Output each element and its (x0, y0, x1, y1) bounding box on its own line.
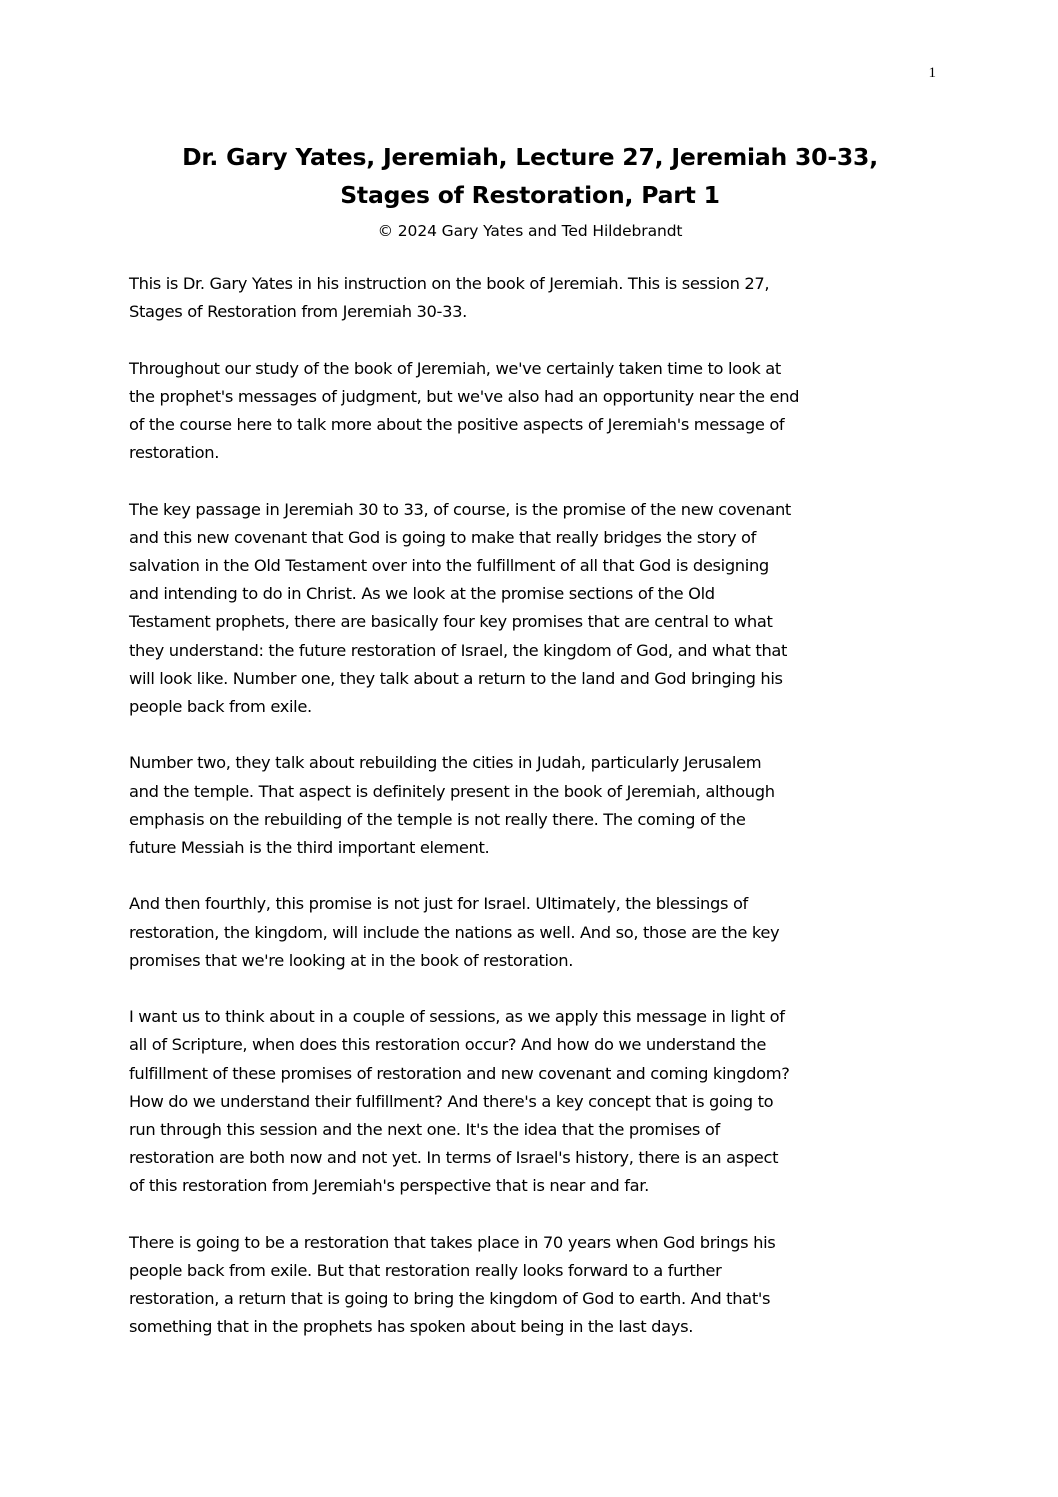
paragraph-line: Number two, they talk about rebuilding the cities in Judah, particularly Jerusalem (129, 753, 762, 773)
document-title (110, 138, 950, 214)
paragraph-line: people back from exile. (129, 697, 312, 717)
paragraph-line: There is going to be a restoration that takes place in 70 years when God brings his (129, 1232, 776, 1252)
paragraph-line: future Messiah is the third important element. (129, 838, 490, 858)
paragraph-line: restoration, a return that is going to bring the kingdom of God to earth. And that's (129, 1289, 771, 1309)
copyright-notice: © 2024 Gary Yates and Ted Hildebrandt (377, 222, 683, 240)
document-body (129, 270, 941, 1370)
paragraph-line: run through this session and the next one. It's the idea that the promises of (129, 1120, 720, 1140)
paragraph-line: people back from exile. But that restoration really looks forward to a further (129, 1261, 722, 1281)
paragraph-line: and this new covenant that God is going to make that really bridges the story of (129, 527, 757, 547)
body-paragraph (129, 355, 941, 468)
paragraph-line: The key passage in Jeremiah 30 to 33, of course, is the promise of the new covenant (129, 499, 791, 519)
paragraph-line: will look like. Number one, they talk about a return to the land and God bringing his (129, 668, 783, 688)
page-number: 1 (928, 65, 936, 81)
body-paragraph (129, 1003, 941, 1200)
paragraph-line: This is Dr. Gary Yates in his instruction on the book of Jeremiah. This is session 27, (129, 274, 770, 293)
paragraph-line: restoration, the kingdom, will include the nations as well. And so, those are the key (129, 922, 780, 942)
paragraph-line: restoration are both now and not yet. In terms of Israel's history, there is an aspect (129, 1148, 779, 1168)
paragraph-line: I want us to think about in a couple of sessions, as we apply this message in light of (129, 1007, 785, 1027)
body-paragraph (129, 496, 941, 722)
paragraph-line: fulfillment of these promises of restoration and new covenant and coming kingdom? (129, 1063, 790, 1083)
paragraph-line: they understand: the future restoration of Israel, the kingdom of God, and what that (129, 640, 788, 660)
paragraph-line: and the temple. That aspect is definitely present in the book of Jeremiah, although (129, 781, 775, 801)
paragraph-line: How do we understand their fulfillment? And there's a key concept that is going to (129, 1091, 774, 1111)
title-line-1: Dr. Gary Yates, Jeremiah, Lecture 27, Jeremiah 30-33, (182, 143, 878, 171)
paragraph-line: restoration. (129, 443, 220, 463)
paragraph-line: promises that we're looking at in the book of restoration. (129, 950, 574, 970)
paragraph-line: something that in the prophets has spoken about being in the last days. (129, 1317, 694, 1337)
body-paragraph (129, 1229, 941, 1342)
body-paragraph (129, 270, 941, 326)
paragraph-line: Stages of Restoration from Jeremiah 30-33. (129, 302, 467, 322)
paragraph-line: of this restoration from Jeremiah's perspective that is near and far. (129, 1176, 649, 1196)
paragraph-line: of the course here to talk more about the positive aspects of Jeremiah's message of (129, 415, 785, 434)
paragraph-line: the prophet's messages of judgment, but we've also had an opportunity near the end (129, 386, 800, 406)
paragraph-line: salvation in the Old Testament over into the fulfillment of all that God is designing (129, 556, 769, 575)
paragraph-line: Throughout our study of the book of Jeremiah, we've certainly taken time to look at (129, 358, 781, 378)
paragraph-line: all of Scripture, when does this restoration occur? And how do we understand the (129, 1035, 767, 1055)
title-line-2: Stages of Restoration, Part 1 (340, 181, 720, 209)
body-paragraph (129, 890, 941, 975)
paragraph-line: Testament prophets, there are basically four key promises that are central to what (129, 612, 773, 632)
paragraph-line: And then fourthly, this promise is not just for Israel. Ultimately, the blessings of (129, 894, 748, 914)
paragraph-line: emphasis on the rebuilding of the temple is not really there. The coming of the (129, 809, 746, 829)
body-paragraph (129, 749, 941, 862)
paragraph-line: and intending to do in Christ. As we look at the promise sections of the Old (129, 584, 715, 604)
